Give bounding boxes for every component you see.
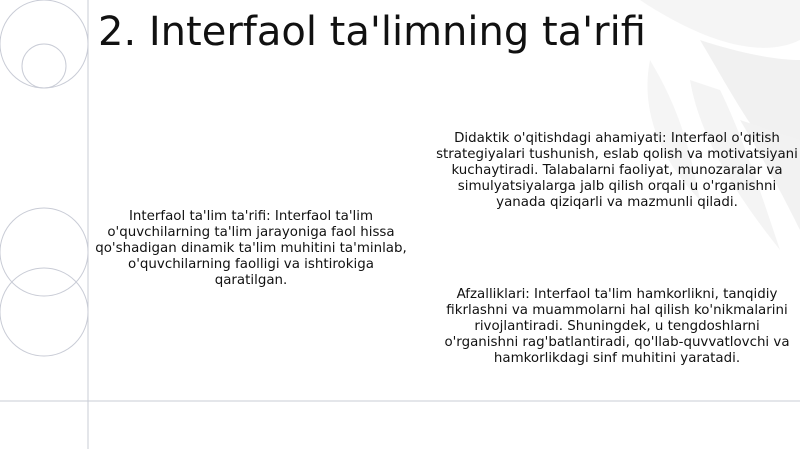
advantages-paragraph: Afzalliklari: Interfaol ta'lim hamkorlikni, tanqidiy fikrlashni va muammolarni hal qilish ko'nikmalarini rivojlantiradi. Shuningdek, u tengdoshlarni o'rganishni rag'batlantiradi, qo'llab-quvvatlovchi va hamkorlikdagi sinf muhitini yaratadi. [444,287,790,366]
slide-title: 2. Interfaol ta'limning ta'rifi [98,9,646,55]
importance-paragraph: Didaktik o'qitishdagi ahamiyati: Interfaol o'qitish strategiyalari tushunish, eslab qolish va motivatsiyani kuchaytiradi. Talabalarni faoliyat, munozaralar va simulyatsiyalarga jalb qilish orqali u o'rganishni yanada qiziqarli va mazmunli qiladi. [436,131,798,210]
circle-outline-top-small [22,44,66,88]
definition-paragraph: Interfaol ta'lim ta'rifi: Interfaol ta'lim o'quvchilarning ta'lim jarayoniga faol hissa qo'shadigan dinamik ta'lim muhitini ta'minlab, o'quvchilarning faolligi va ishtirokiga qaratilgan. [95,209,407,288]
circle-outline-middle-lower [0,268,88,356]
circle-outline-middle-upper [0,208,88,296]
leaf-shadow-decoration [640,0,800,250]
